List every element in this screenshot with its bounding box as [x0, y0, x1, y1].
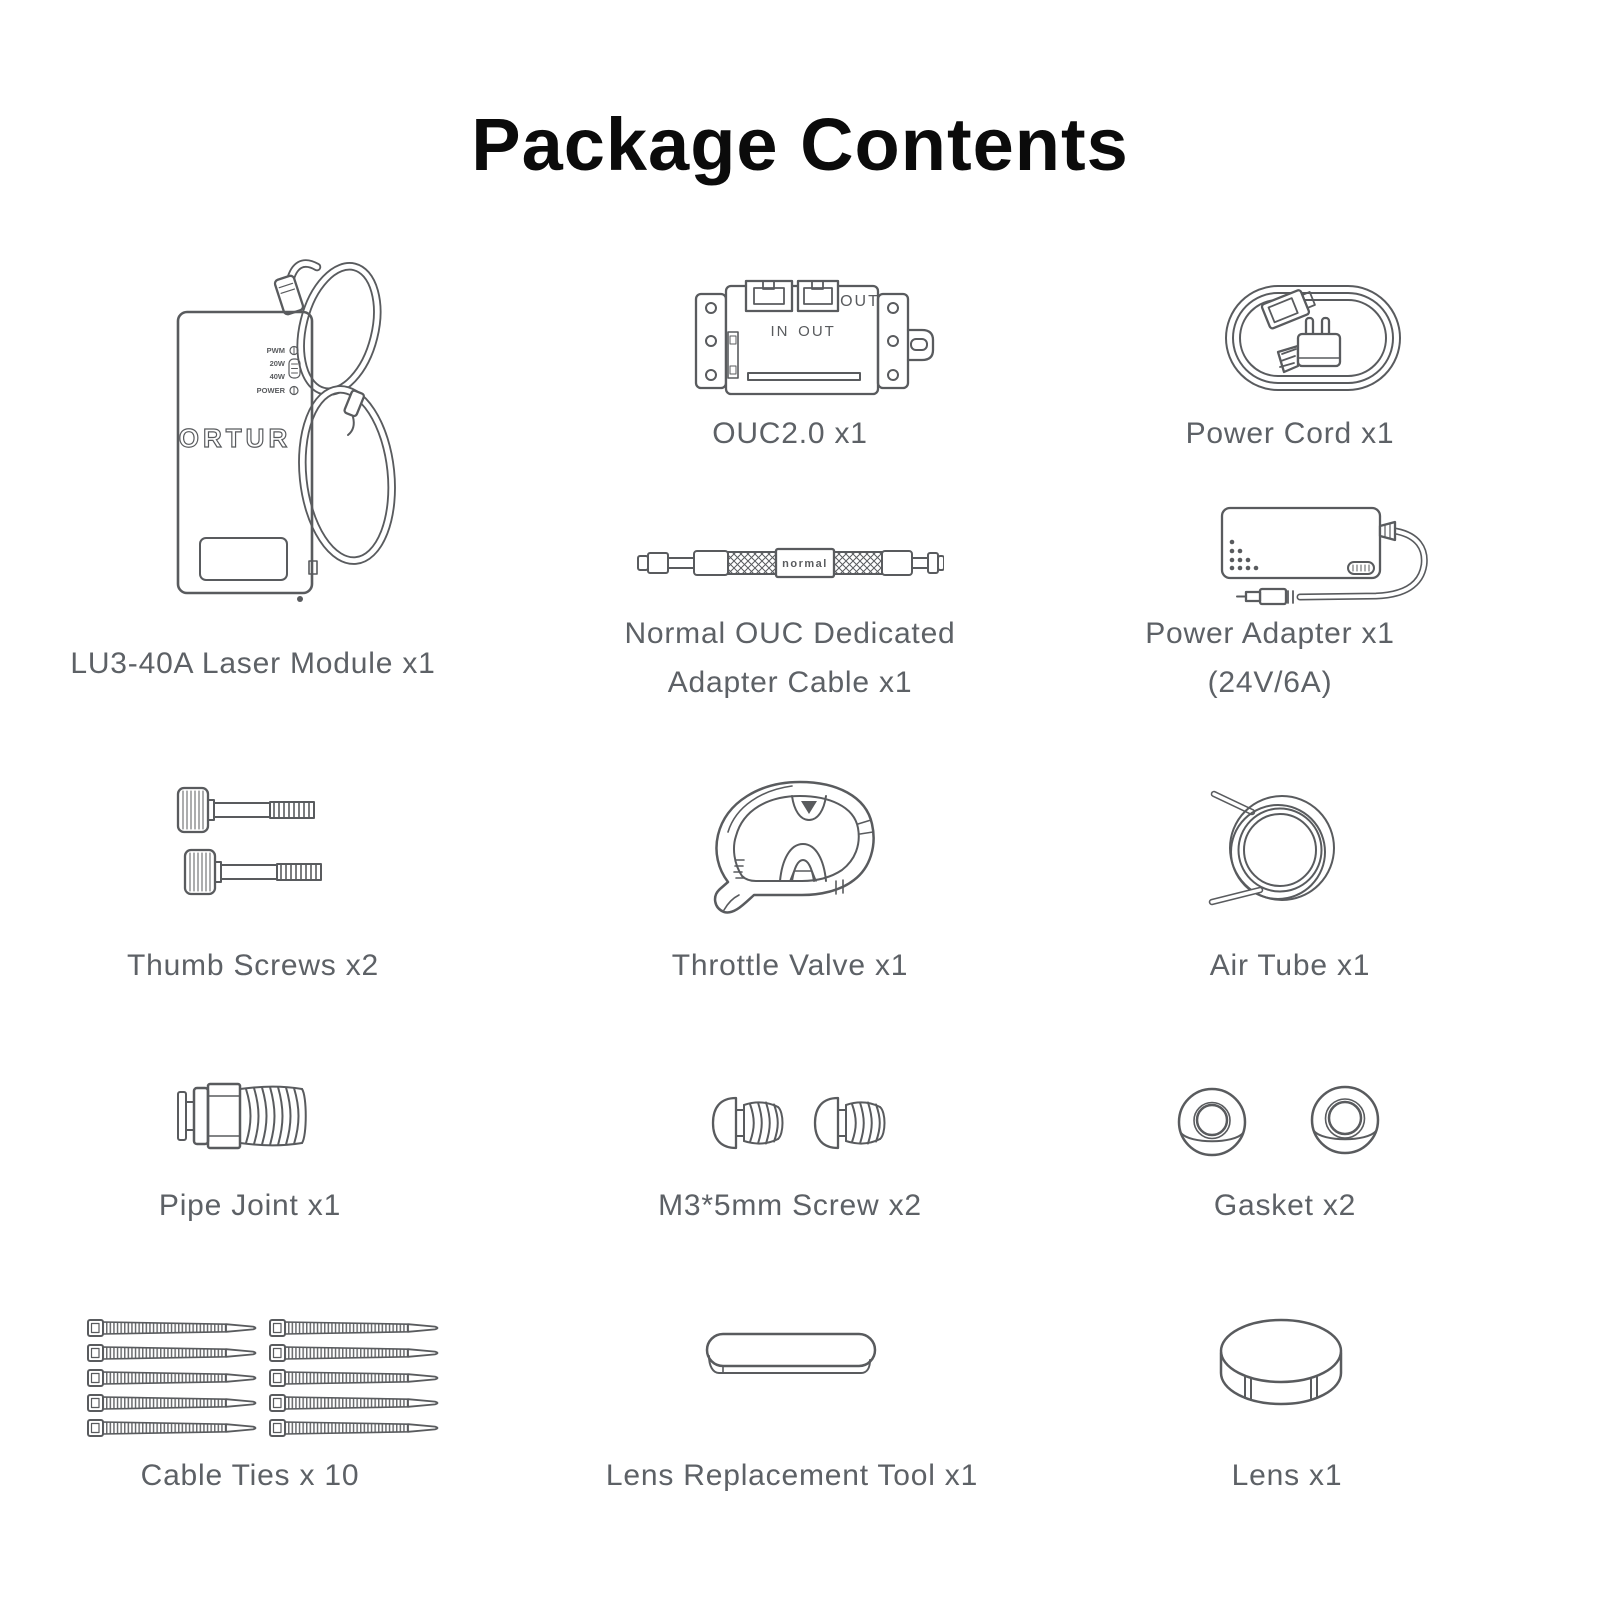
ouc-marking-out: OUT — [798, 323, 836, 340]
ouc-illustration — [690, 278, 935, 403]
lens-label: Lens x1 — [1231, 1459, 1343, 1492]
thumb-screws-label: Thumb Screws x2 — [126, 949, 380, 982]
marking-pwm: PWM — [266, 346, 285, 355]
power-adapter-label-line2: (24V/6A) — [1207, 665, 1333, 699]
ouc-label: OUC2.0 x1 — [712, 417, 868, 450]
adapter-cable-label — [590, 610, 990, 707]
thumb-screw — [185, 850, 321, 894]
cable-ties-label: Cable Ties x 10 — [140, 1459, 360, 1492]
air-tube-label: Air Tube x1 — [1209, 949, 1371, 982]
throttle-valve-label: Throttle Valve x1 — [671, 949, 909, 982]
marking-40w: 40W — [269, 372, 285, 381]
cable-ties-illustration — [76, 1316, 451, 1451]
m3-screws-illustration — [698, 1088, 898, 1158]
power-adapter-label — [1070, 610, 1470, 707]
pipe-joint-label: Pipe Joint x1 — [158, 1189, 342, 1222]
ortur-logo-text: ORTUR — [178, 423, 292, 453]
power-cord-illustration — [1198, 272, 1413, 402]
adapter-cable-illustration — [636, 540, 944, 588]
gaskets-label: Gasket x2 — [1213, 1189, 1357, 1222]
adapter-cable-label-line2: Adapter Cable x1 — [667, 665, 913, 699]
laser-module-label: LU3-40A Laser Module x1 — [70, 647, 436, 680]
power-adapter-label-line1: Power Adapter x1 — [1145, 617, 1395, 650]
lens-tool-illustration — [703, 1328, 881, 1380]
page-title: Package Contents — [471, 103, 1129, 186]
cable-connector — [274, 275, 304, 315]
laser-module-illustration — [165, 225, 415, 630]
power-adapter-illustration — [1190, 483, 1435, 608]
ouc-marking-out-right: OUT — [840, 293, 880, 310]
adapter-cable-label-line1: Normal OUC Dedicated — [624, 617, 956, 650]
pipe-joint-illustration — [176, 1078, 316, 1156]
thumb-screws-illustration — [170, 778, 330, 906]
ouc-marking-in: IN — [770, 323, 790, 340]
m3-screw — [815, 1098, 885, 1148]
m3-screw — [713, 1098, 783, 1148]
throttle-valve-illustration — [708, 772, 878, 922]
thumb-screw — [178, 788, 314, 832]
power-cord-label: Power Cord x1 — [1185, 417, 1395, 450]
m3-screws-label: M3*5mm Screw x2 — [658, 1189, 922, 1222]
marking-20w: 20W — [269, 359, 285, 368]
lens-illustration — [1213, 1313, 1353, 1418]
cable-tag-text: normal — [782, 558, 828, 570]
air-tube-illustration — [1208, 778, 1348, 923]
lens-tool-label: Lens Replacement Tool x1 — [605, 1459, 979, 1492]
gaskets-illustration — [1173, 1078, 1388, 1168]
marking-power: POWER — [256, 386, 285, 395]
